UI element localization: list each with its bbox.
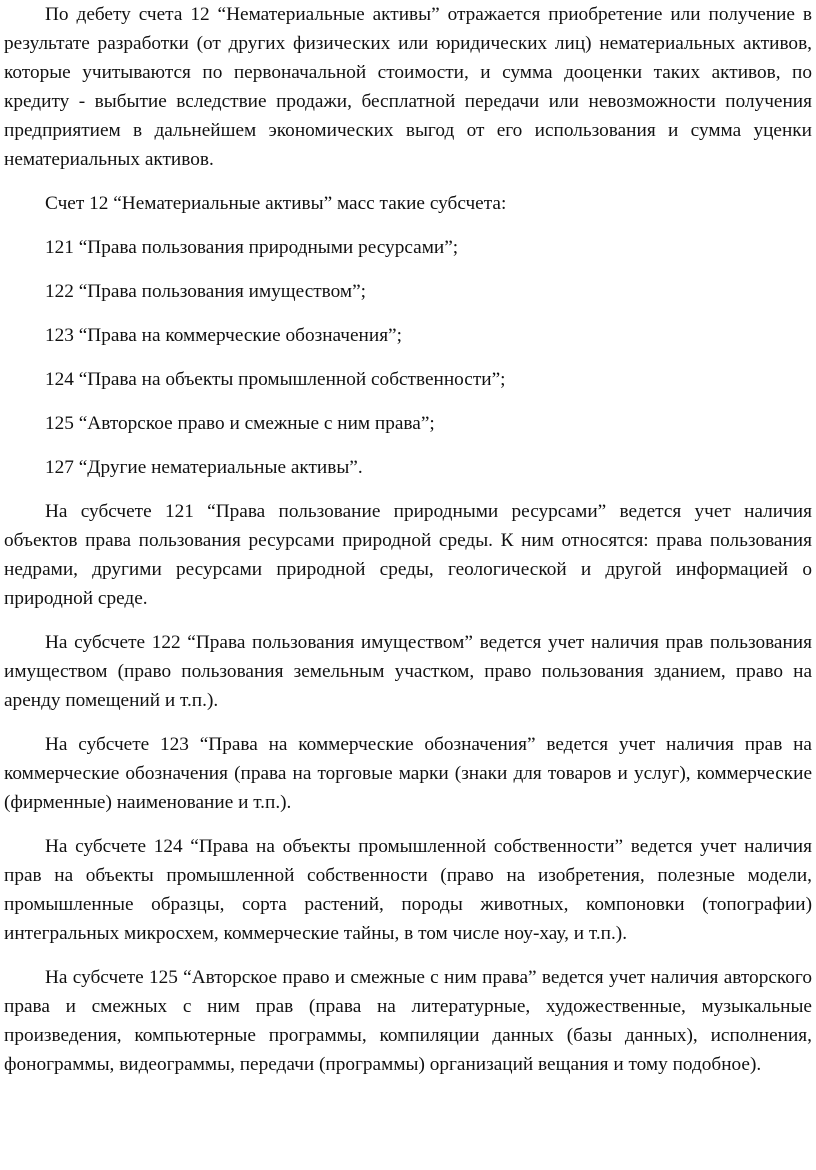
list-item-subaccount-121: 121 “Права пользования природными ресурсами”; bbox=[45, 237, 459, 258]
paragraph-debit-credit-account-12: По дебету счета 12 “Нематериальные активы” отражается приобретение или получение в результате разработки (от других физических или юридических лиц) нематериальных активов, которые учитываются по первоначальной стоимости, и сумма дооценки таких активов, по кредиту - выбытие вследствие продажи, бесплатной передачи или невозможности получения предприятием в дальнейшем экономических выгод от его использования и сумма уценки нематериальных активов. bbox=[4, 4, 812, 170]
paragraph-subaccount-124: На субсчете 124 “Права на объекты промышленной собственности” ведется учет наличия прав на объекты промышленной собственности (право на изобретения, полезные модели, промышленные образцы, сорта растений, породы животных, компоновки (топографии) интегральных микросхем, коммерческие тайны, в том числе ноу-хау, и т.п.). bbox=[4, 836, 812, 944]
paragraph-subaccount-122: На субсчете 122 “Права пользования имуществом” ведется учет наличия прав пользования имуществом (право пользования земельным участком, право пользования зданием, право на аренду помещений и т.п.). bbox=[4, 632, 812, 711]
list-item-subaccount-125: 125 “Авторское право и смежные с ним права”; bbox=[45, 413, 435, 434]
list-item-subaccount-123: 123 “Права на коммерческие обозначения”; bbox=[45, 325, 402, 346]
paragraph-subaccount-121: На субсчете 121 “Права пользование природными ресурсами” ведется учет наличия объектов права пользования ресурсами природной среды. К ним относятся: права пользования недрами, другими ресурсами природной среды, геологической и другой информацией о природной среде. bbox=[4, 501, 812, 609]
paragraph-subaccount-125: На субсчете 125 “Авторское право и смежные с ним права” ведется учет наличия авторского права и смежных с ним прав (права на литературные, художественные, музыкальные произведения, компьютерные программы, компиляции данных (базы данных), исполнения, фонограммы, видеограммы, передачи (программы) организаций вещания и тому подобное). bbox=[4, 967, 812, 1075]
paragraph-subaccount-123: На субсчете 123 “Права на коммерческие обозначения” ведется учет наличия прав на коммерческие обозначения (права на торговые марки (знаки для товаров и услуг), коммерческие (фирменные) наименование и т.п.). bbox=[4, 734, 812, 813]
list-item-subaccount-127: 127 “Другие нематериальные активы”. bbox=[45, 457, 363, 478]
list-item-subaccount-124: 124 “Права на объекты промышленной собственности”; bbox=[45, 369, 506, 390]
paragraph-subaccounts-intro: Счет 12 “Нематериальные активы” масс такие субсчета: bbox=[45, 193, 507, 214]
list-item-subaccount-122: 122 “Права пользования имуществом”; bbox=[45, 281, 367, 302]
